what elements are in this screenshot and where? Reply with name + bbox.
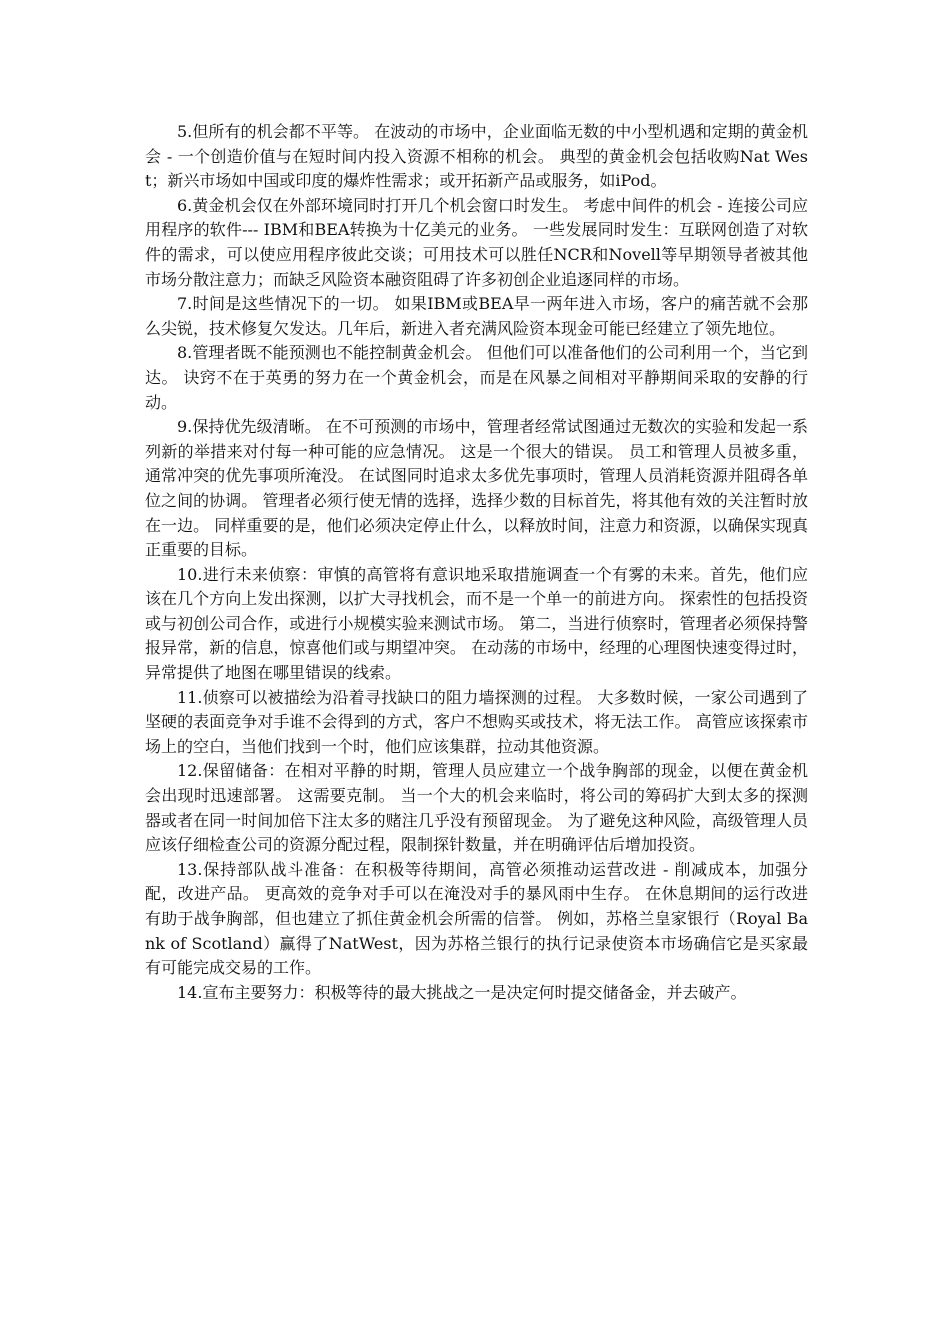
document-page <box>145 120 808 1005</box>
paragraph-10: 10.进行未来侦察：审慎的高管将有意识地采取措施调查一个有雾的未来。首先，他们应该在几个方向上发出探测，以扩大寻找机会，而不是一个单一的前进方向。 探索性的包括投资或与初创公司合作，或进行小规模实验来测试市场。 第二，当进行侦察时，管理者必须保持警报异常，新的信息，惊喜他们或与期望冲突。 在动荡的市场中，经理的心理图快速变得过时，异常提供了地图在哪里错误的线索。 <box>145 564 808 683</box>
paragraph-8: 8.管理者既不能预测也不能控制黄金机会。 但他们可以准备他们的公司利用一个，当它到达。 诀窍不在于英勇的努力在一个黄金机会，而是在风暴之间相对平静期间采取的安静的行动。 <box>145 343 808 412</box>
paragraph-11: 11.侦察可以被描绘为沿着寻找缺口的阻力墙探测的过程。 大多数时候，一家公司遇到了坚硬的表面竞争对手谁不会得到的方式，客户不想购买或技术，将无法工作。 高管应该探索市场上的空白，当他们找到一个时，他们应该集群，拉动其他资源。 <box>145 687 808 756</box>
paragraph-14: 14.宣布主要努力：积极等待的最大挑战之一是决定何时提交储备金，并去破产。 <box>177 982 747 1002</box>
paragraph-6: 6.黄金机会仅在外部环境同时打开几个机会窗口时发生。 考虑中间件的机会 - 连接公司应用程序的软件--- IBM和BEA转换为十亿美元的业务。 一些发展同时发生：互联网创造了对软件的需求，可以使应用程序彼此交谈；可用技术可以胜任NCR和Novell等早期领导者被其他市场分散注意力；而缺乏风险资本融资阻碍了许多初创企业追逐同样的市场。 <box>145 195 808 289</box>
paragraph-7: 7.时间是这些情况下的一切。 如果IBM或BEA早一两年进入市场，客户的痛苦就不会那么尖锐，技术修复欠发达。几年后，新进入者充满风险资本现金可能已经建立了领先地位。 <box>145 294 808 338</box>
paragraph-13: 13.保持部队战斗准备：在积极等待期间，高管必须推动运营改进 - 削减成本，加强分配，改进产品。 更高效的竞争对手可以在淹没对手的暴风雨中生存。 在休息期间的运行改进有助于战争胸部，但也建立了抓住黄金机会所需的信誉。 例如，苏格兰皇家银行（Royal Bank of Scotland）赢得了NatWest，因为苏格兰银行的执行记录使资本市场确信它是买家最有可能完成交易的工作。 <box>145 859 808 978</box>
paragraph-12: 12.保留储备：在相对平静的时期，管理人员应建立一个战争胸部的现金，以便在黄金机会出现时迅速部署。 这需要克制。 当一个大的机会来临时，将公司的筹码扩大到太多的探测器或者在同一时间加倍下注太多的赌注几乎没有预留现金。 为了避免这种风险，高级管理人员应该仔细检查公司的资源分配过程，限制探针数量，并在明确评估后增加投资。 <box>145 761 808 855</box>
paragraph-9: 9.保持优先级清晰。 在不可预测的市场中，管理者经常试图通过无数次的实验和发起一系列新的举措来对付每一种可能的应急情况。 这是一个很大的错误。 员工和管理人员被多重，通常冲突的优先事项所淹没。 在试图同时追求太多优先事项时，管理人员消耗资源并阻碍各单位之间的协调。 管理者必须行使无情的选择，选择少数的目标首先，将其他有效的关注暂时放在一边。 同样重要的是，他们必须决定停止什么，以释放时间，注意力和资源，以确保实现真正重要的目标。 <box>145 417 808 560</box>
paragraph-5: 5.但所有的机会都不平等。 在波动的市场中，企业面临无数的中小型机遇和定期的黄金机会 - 一个创造价值与在短时间内投入资源不相称的机会。 典型的黄金机会包括收购Nat West；新兴市场如中国或印度的爆炸性需求；或开拓新产品或服务，如iPod。 <box>145 122 808 191</box>
